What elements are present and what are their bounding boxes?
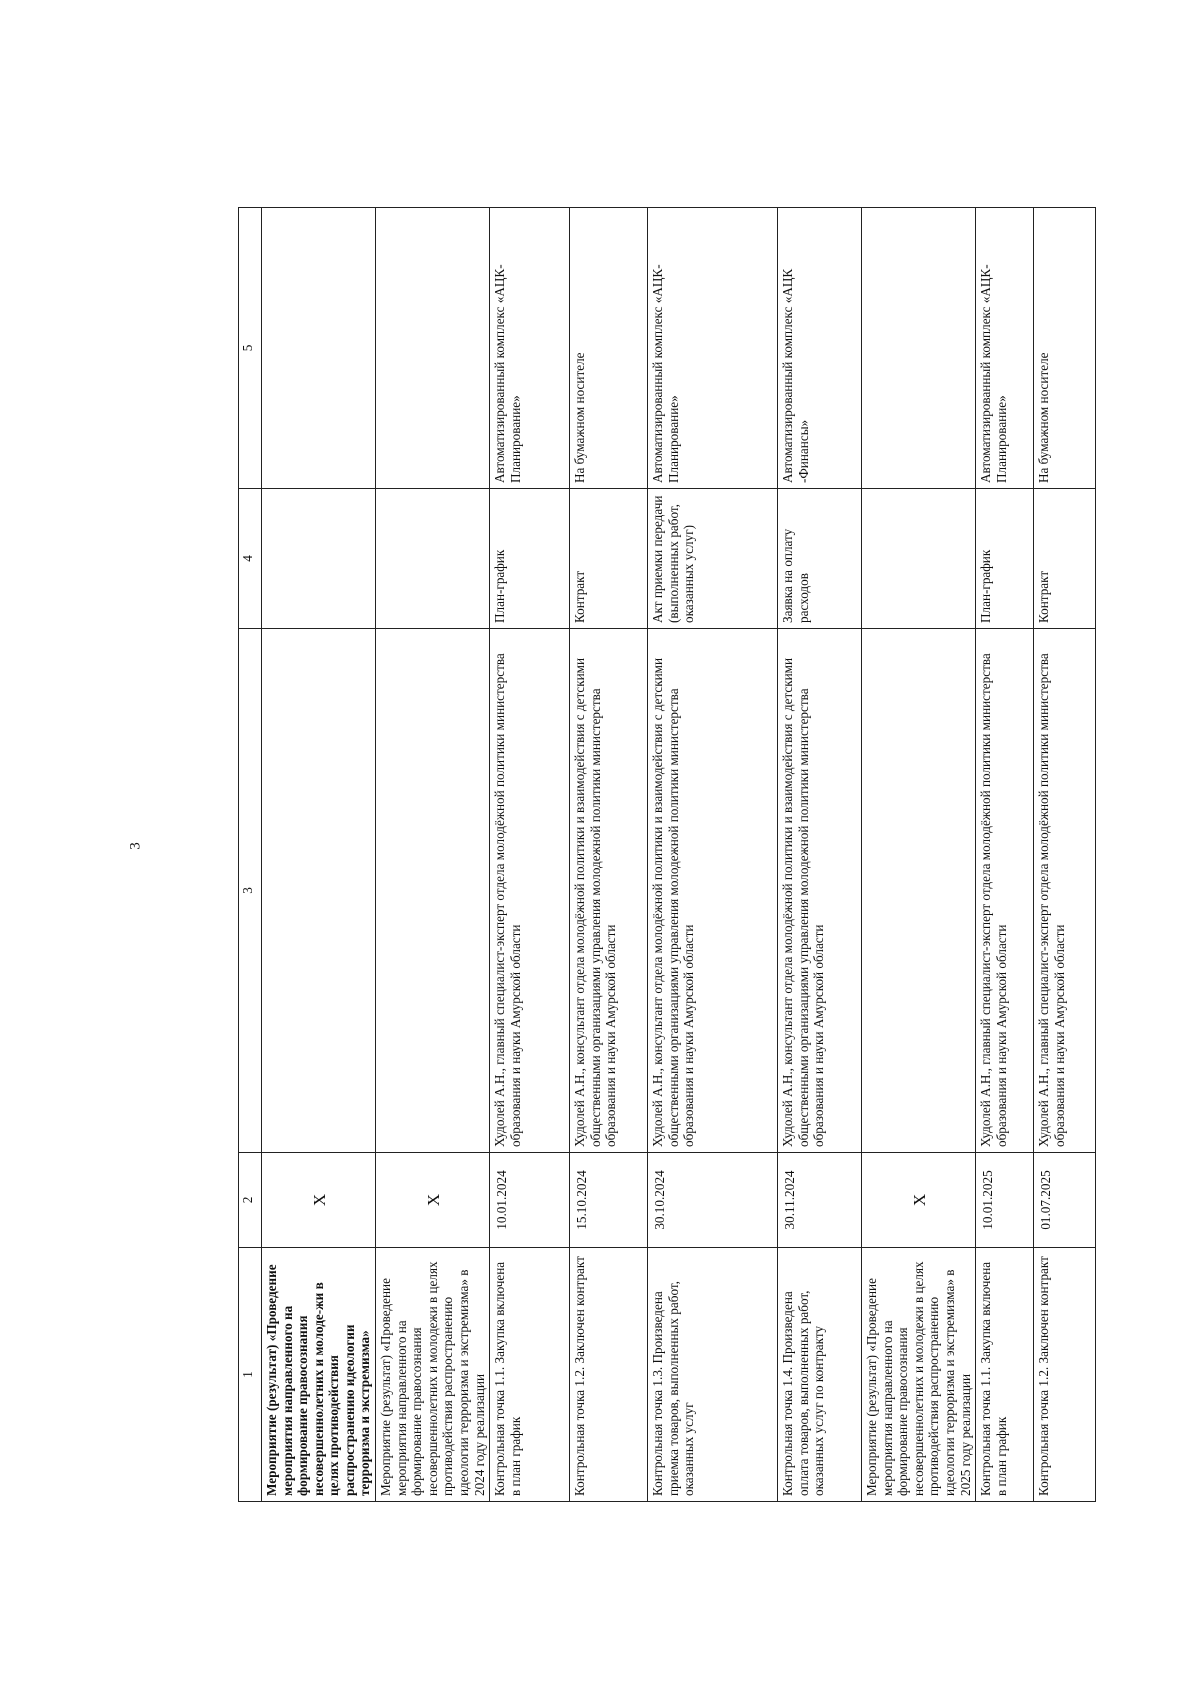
page-number: 3 — [127, 842, 144, 850]
table-row — [262, 208, 376, 1502]
document-cell — [862, 489, 976, 629]
system-cell — [862, 208, 976, 489]
event-name-cell: Контрольная точка 1.4. Произведена оплата товаров, выполненных работ, оказанных услуг по контракту — [778, 1248, 862, 1502]
date-cell: X — [862, 1153, 976, 1248]
document-cell: План-график — [976, 489, 1034, 629]
header-col-1: 1 — [239, 1248, 262, 1502]
document-cell: Контракт — [1034, 489, 1096, 629]
date-cell: X — [262, 1153, 376, 1248]
table-row — [648, 208, 778, 1502]
header-col-5: 5 — [239, 208, 262, 489]
event-name-cell: Контрольная точка 1.2. Заключен контракт — [1034, 1248, 1096, 1502]
event-name-cell: Контрольная точка 1.1. Закупка включена в план график — [976, 1248, 1034, 1502]
responsible-cell — [862, 629, 976, 1153]
document-cell: Контракт — [570, 489, 648, 629]
table-row — [862, 208, 976, 1502]
header-row — [239, 208, 262, 1502]
responsible-cell — [376, 629, 490, 1153]
table-row — [976, 208, 1034, 1502]
table-row — [778, 208, 862, 1502]
document-cell — [262, 489, 376, 629]
date-cell: 01.07.2025 — [1034, 1153, 1096, 1248]
header-col-4: 4 — [239, 489, 262, 629]
event-name-cell: Мероприятие (результат) «Проведение мероприятия направленного на формирование правосознания несовершеннолетних и молоде-жи в целях противодействия распространению идеологии терроризма и экстремизма» — [262, 1248, 376, 1502]
date-cell: 10.01.2024 — [490, 1153, 570, 1248]
system-cell — [262, 208, 376, 489]
system-cell: Автоматизированный комплекс «АЦК -Финансы» — [778, 208, 862, 489]
date-cell: 10.01.2025 — [976, 1153, 1034, 1248]
responsible-cell: Худолей А.Н., консультант отдела молодёжной политики и взаимодействия с детскими общественными организациями управления молодежной политики министерства образования и науки Амурской области — [648, 629, 778, 1153]
system-cell: Автоматизированный комплекс «АЦК-Планирование» — [490, 208, 570, 489]
header-col-2: 2 — [239, 1153, 262, 1248]
document-cell: Заявка на оплату расходов — [778, 489, 862, 629]
system-cell: На бумажном носителе — [1034, 208, 1096, 489]
table-row — [570, 208, 648, 1502]
date-cell: 30.11.2024 — [778, 1153, 862, 1248]
event-name-cell: Мероприятие (результат) «Проведение мероприятия направленного на формирование правосознания несовершеннолетних и молодежи в целях противодействия распространению идеологии терроризма и экстремизма» в 2024 году реализации — [376, 1248, 490, 1502]
event-name-cell: Контрольная точка 1.2. Заключен контракт — [570, 1248, 648, 1502]
table-row — [1034, 208, 1096, 1502]
responsible-cell: Худолей А.Н., консультант отдела молодёжной политики и взаимодействия с детскими общественными организациями управления молодежной политики министерства образования и науки Амурской области — [570, 629, 648, 1153]
date-cell: 15.10.2024 — [570, 1153, 648, 1248]
system-cell: Автоматизированный комплекс «АЦК-Планирование» — [976, 208, 1034, 489]
system-cell: На бумажном носителе — [570, 208, 648, 489]
event-name-cell: Мероприятие (результат) «Проведение мероприятия направленного на формирование правосознания несовершеннолетних и молодежи в целях противодействия распространению идеологии терроризма и экстремизма» в 2025 году реализации — [862, 1248, 976, 1502]
responsible-cell: Худолей А.Н., консультант отдела молодёжной политики и взаимодействия с детскими общественными организациями управления молодежной политики министерства образования и науки Амурской области — [778, 629, 862, 1153]
date-cell: X — [376, 1153, 490, 1248]
responsible-cell: Худолей А.Н., главный специалист-эксперт отдела молодёжной политики министерства образования и науки Амурской области — [490, 629, 570, 1153]
control-points-table — [238, 207, 1096, 1502]
document-cell: План-график — [490, 489, 570, 629]
rotated-table-container — [238, 208, 1067, 1502]
system-cell: Автоматизированный комплекс «АЦК-Планирование» — [648, 208, 778, 489]
event-name-cell: Контрольная точка 1.1. Закупка включена в план график — [490, 1248, 570, 1502]
event-name-cell: Контрольная точка 1.3. Произведена приемка товаров, выполненных работ, оказанных услуг — [648, 1248, 778, 1502]
date-cell: 30.10.2024 — [648, 1153, 778, 1248]
responsible-cell — [262, 629, 376, 1153]
header-col-3: 3 — [239, 629, 262, 1153]
responsible-cell: Худолей А.Н., главный специалист-эксперт отдела молодёжной политики министерства образования и науки Амурской области — [976, 629, 1034, 1153]
table-row — [376, 208, 490, 1502]
document-cell — [376, 489, 490, 629]
document-cell: Акт приемки передачи (выполненных работ, оказанных услуг) — [648, 489, 778, 629]
system-cell — [376, 208, 490, 489]
table-row — [490, 208, 570, 1502]
responsible-cell: Худолей А.Н., главный специалист-эксперт отдела молодёжной политики министерства образования и науки Амурской области — [1034, 629, 1096, 1153]
